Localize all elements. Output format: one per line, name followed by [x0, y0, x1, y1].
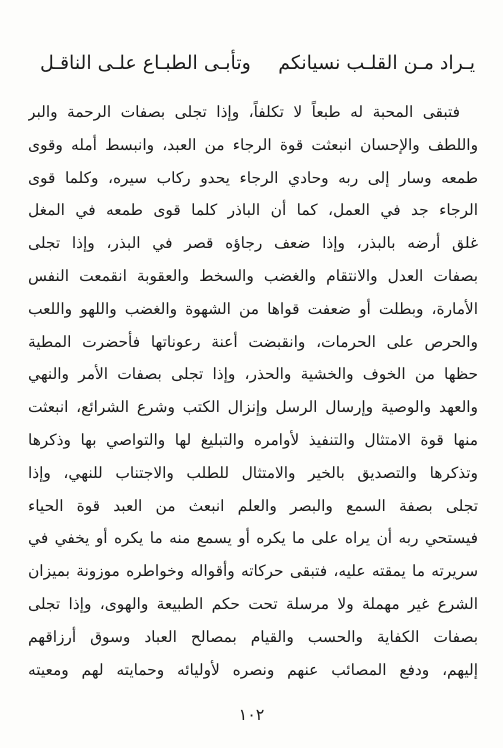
text-line: والحرص على الحرمات، وانقبضت أعنة رعوناتها فأحضرت المطية — [28, 332, 478, 351]
page-number: ١٠٢ — [238, 705, 265, 724]
text-line: حظها من الخوف والخشية والحذر، وإذا تجلى بصفات الأمر والنهي — [28, 365, 478, 384]
body-text — [28, 96, 478, 686]
poetry-verse — [40, 52, 475, 88]
text-line: فتبقى المحبة له طبعاً لا تكلفاً، وإذا تجلى بصفات الرحمة والبر — [28, 103, 460, 121]
verse-first-hemistich: يـراد مـن القلـب نسيانكم — [278, 52, 475, 74]
text-line: بصفات العدل والانتقام والغضب والسخط والعقوبة انقمعت النفس — [28, 266, 478, 285]
text-line: إليهم، ودفع المصائب عنهم ونصره لأوليائه وحمايته لهم ومعيته — [28, 660, 478, 679]
text-line: غلق أرضه بالبذر، وإذا ضعف رجاؤه قصر في البذر، وإذا تجلى — [28, 234, 478, 253]
text-line: الأمارة، وبطلت أو ضعفت قواها من الشهوة والغضب واللهو واللعب — [28, 299, 478, 318]
text-line: الرجاء جد في العمل، كما أن الباذر كلما قوى طمعه في المغل — [28, 201, 478, 220]
text-line: وتذكرها والتصديق بالخير والامتثال للطلب والاجتناب للنهي، وإذا — [28, 463, 478, 482]
text-line: فيستحي ربه أن يراه على ما يكره أو يسمع منه ما يكره أو يخفي في — [28, 529, 478, 548]
text-line: منها قوة الامتثال والتنفيذ لأوامره والتبليغ لها والتواصي بها وذكرها — [28, 430, 478, 449]
text-line: بصفات الكفاية والحسب والقيام بمصالح العباد وسوق أرزاقهم — [28, 627, 478, 646]
text-line: تجلى بصفة السمع والبصر والعلم انبعث من العبد قوة الحياء — [28, 496, 478, 515]
text-line: والعهد والوصية وإرسال الرسل وإنزال الكتب وشرع الشرائع، انبعثت — [28, 398, 478, 417]
text-line: واللطف والإحسان انبعثت قوة الرجاء من العبد، وانبسط أمله وقوى — [28, 135, 478, 154]
text-line: الشرع غير مهملة ولا مرسلة تحت حكم الطبيعة والهوى، وإذا تجلى — [28, 594, 478, 613]
verse-second-hemistich: وتأبـى الطبـاع علـى الناقـل — [40, 52, 251, 74]
text-line: سريرته ما يمقته عليه، فتبقى حركاته وأقواله وخواطره موزونة بميزان — [28, 562, 478, 581]
text-line: طمعه وسار إلى ربه وحادي الرجاء يحدو ركاب سيره، وكلما قوى — [28, 168, 478, 187]
